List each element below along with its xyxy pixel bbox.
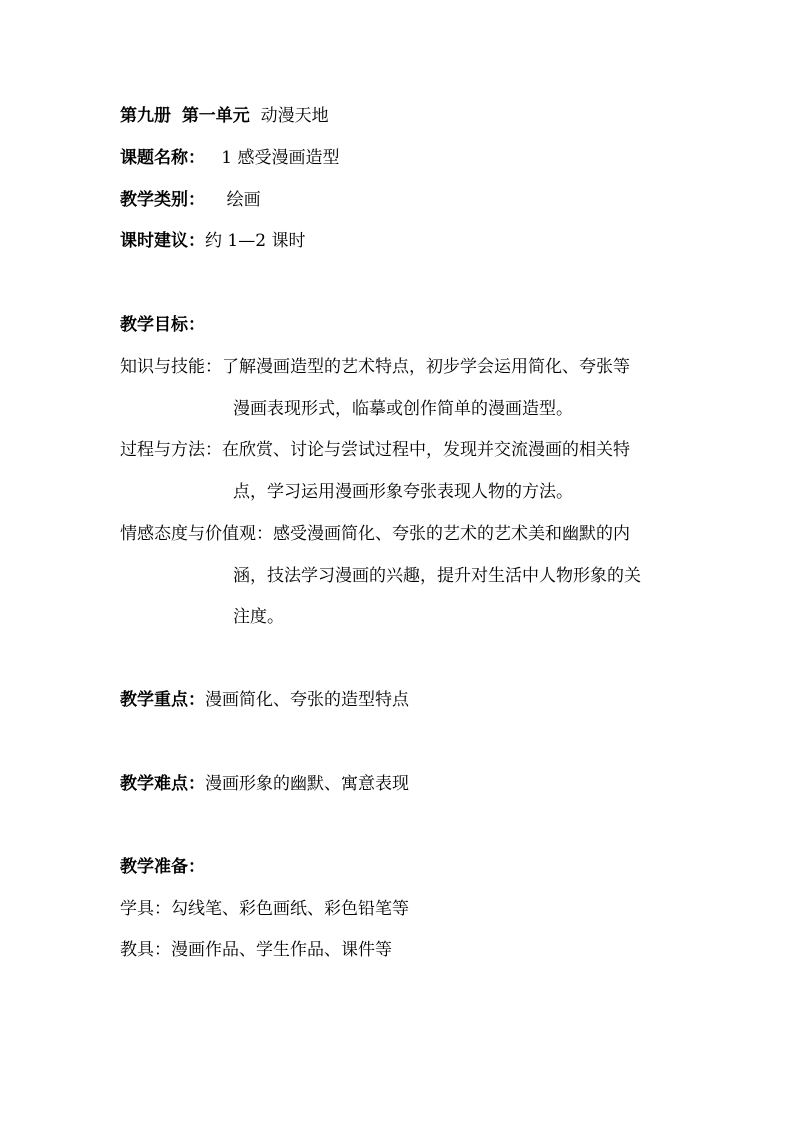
- lesson-hours-value: 约 1—2 课时: [205, 231, 306, 251]
- knowledge-label: 知识与技能：: [120, 357, 222, 377]
- key-point-row: [120, 689, 409, 711]
- teacher-tools-row: [120, 939, 392, 961]
- lesson-category-value: 绘画: [226, 190, 261, 210]
- process-label: 过程与方法：: [120, 440, 222, 460]
- unit-name: 动漫天地: [260, 106, 329, 126]
- difficulty-value: 漫画形象的幽默、寓意表现: [205, 774, 409, 794]
- student-tools-value: 勾线笔、彩色画纸、彩色铅笔等: [171, 899, 409, 919]
- lesson-title-label: 课题名称：: [120, 148, 205, 168]
- key-point-label: 教学重点：: [120, 690, 205, 710]
- difficulty-row: [120, 773, 409, 795]
- knowledge-line-1: 了解漫画造型的艺术特点，初步学会运用简化、夸张等: [222, 357, 630, 377]
- lesson-hours-row: [120, 230, 305, 252]
- emotion-line-2: 涵，技法学习漫画的兴趣，提升对生活中人物形象的关: [233, 566, 641, 586]
- emotion-row: [120, 523, 630, 545]
- process-line-2: 点，学习运用漫画形象夸张表现人物的方法。: [233, 482, 573, 502]
- teacher-tools-value: 漫画作品、学生作品、课件等: [171, 940, 392, 960]
- lesson-category-label: 教学类别：: [120, 190, 205, 210]
- student-tools-label: 学具：: [120, 899, 171, 919]
- emotion-line-3: 注度。: [233, 607, 284, 627]
- lesson-title-value: 1 感受漫画造型: [221, 148, 340, 168]
- unit-header: [120, 105, 329, 127]
- difficulty-label: 教学难点：: [120, 774, 205, 794]
- key-point-value: 漫画简化、夸张的造型特点: [205, 690, 409, 710]
- knowledge-row: [120, 356, 630, 378]
- preparation-heading: 教学准备：: [120, 857, 205, 877]
- process-line-1: 在欣赏、讨论与尝试过程中，发现并交流漫画的相关特: [222, 440, 630, 460]
- lesson-category-row: [120, 189, 261, 211]
- book-label: 第九册: [120, 106, 171, 126]
- student-tools-row: [120, 898, 409, 920]
- knowledge-line-2: 漫画表现形式，临摹或创作简单的漫画造型。: [233, 399, 573, 419]
- objectives-heading: 教学目标：: [120, 315, 205, 335]
- lesson-hours-label: 课时建议：: [120, 231, 205, 251]
- teacher-tools-label: 教具：: [120, 940, 171, 960]
- process-row: [120, 439, 630, 461]
- emotion-label: 情感态度与价值观：: [120, 524, 273, 544]
- unit-label: 第一单元: [181, 106, 250, 126]
- lesson-title-row: [120, 147, 339, 169]
- emotion-line-1: 感受漫画简化、夸张的艺术的艺术美和幽默的内: [273, 524, 630, 544]
